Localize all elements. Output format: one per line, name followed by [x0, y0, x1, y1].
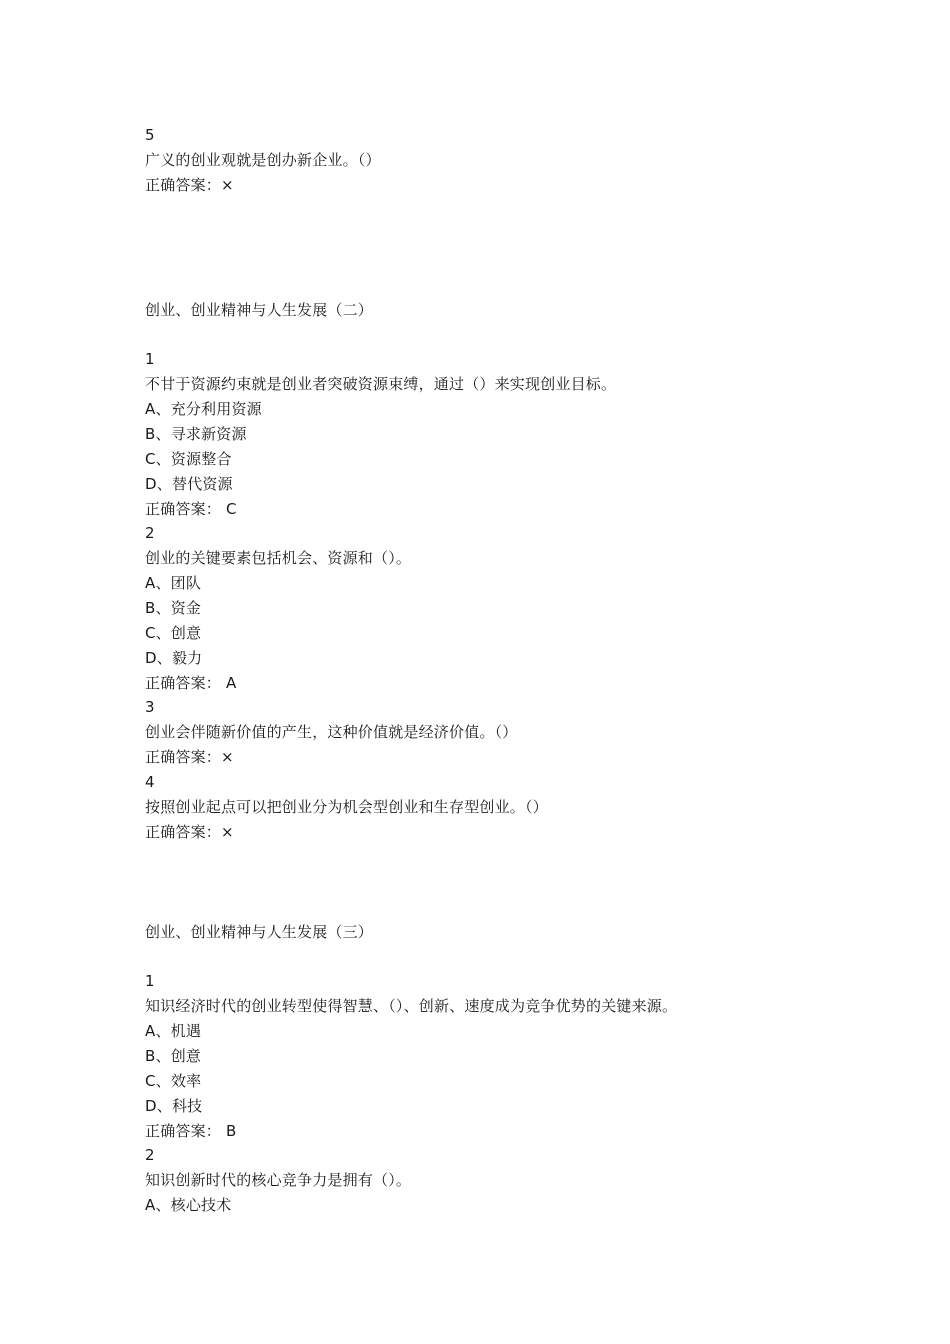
answer-text: 正确答案： B	[145, 1122, 237, 1140]
option-text: B、寻求新资源	[145, 425, 247, 443]
answer-text: 正确答案：×	[145, 823, 234, 841]
option-text: C、效率	[145, 1072, 202, 1090]
answer-text: 正确答案： A	[145, 674, 237, 692]
question-number: 5	[145, 126, 155, 144]
question-number: 2	[145, 1146, 155, 1164]
question-text: 知识创新时代的核心竞争力是拥有（）。	[145, 1171, 412, 1189]
option-text: D、科技	[145, 1097, 203, 1115]
question-text: 按照创业起点可以把创业分为机会型创业和生存型创业。（）	[145, 798, 548, 816]
question-text: 创业会伴随新价值的产生，这种价值就是经济价值。（）	[145, 723, 518, 741]
question-number: 3	[145, 698, 155, 716]
question-text: 知识经济时代的创业转型使得智慧、（）、创新、速度成为竞争优势的关键来源。	[145, 997, 678, 1015]
option-text: D、毅力	[145, 649, 203, 667]
option-text: A、核心技术	[145, 1196, 232, 1214]
option-text: A、机遇	[145, 1022, 202, 1040]
answer-text: 正确答案：×	[145, 748, 234, 766]
answer-text: 正确答案：×	[145, 176, 234, 194]
question-number: 1	[145, 350, 155, 368]
option-text: B、资金	[145, 599, 202, 617]
question-text: 创业的关键要素包括机会、资源和（）。	[145, 549, 412, 567]
question-text: 广义的创业观就是创办新企业。（）	[145, 151, 381, 169]
option-text: A、充分利用资源	[145, 400, 262, 418]
question-number: 2	[145, 524, 155, 542]
question-number: 1	[145, 972, 155, 990]
answer-text: 正确答案： C	[145, 500, 237, 518]
option-text: A、团队	[145, 574, 202, 592]
section-title: 创业、创业精神与人生发展（二）	[145, 301, 374, 319]
question-text: 不甘于资源约束就是创业者突破资源束缚，通过（）来实现创业目标。	[145, 375, 617, 393]
question-number: 4	[145, 773, 155, 791]
option-text: C、创意	[145, 624, 202, 642]
section-title: 创业、创业精神与人生发展（三）	[145, 923, 374, 941]
option-text: D、替代资源	[145, 475, 233, 493]
option-text: C、资源整合	[145, 450, 232, 468]
option-text: B、创意	[145, 1047, 202, 1065]
